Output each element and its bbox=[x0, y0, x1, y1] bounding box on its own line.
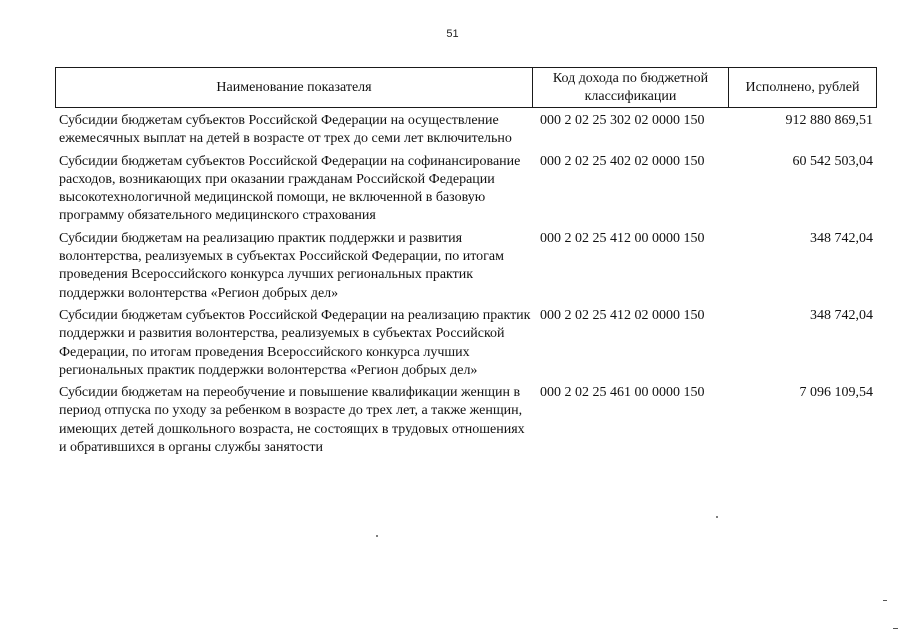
budget-code: 000 2 02 25 402 02 0000 150 bbox=[540, 153, 705, 169]
executed-amount: 60 542 503,04 bbox=[792, 153, 873, 169]
budget-code: 000 2 02 25 461 00 0000 150 bbox=[540, 385, 705, 401]
page-number: 51 bbox=[446, 28, 459, 40]
executed-amount: 7 096 109,54 bbox=[799, 385, 873, 401]
table-row bbox=[55, 384, 877, 457]
executed-amount: 348 742,04 bbox=[810, 230, 873, 246]
column-header-amount: Исполнено, рублей bbox=[745, 79, 860, 95]
budget-code: 000 2 02 25 412 00 0000 150 bbox=[540, 230, 705, 246]
table-header bbox=[55, 67, 877, 108]
table-row bbox=[55, 230, 877, 303]
indicator-name: Субсидии бюджетам субъектов Российской Федерации на софинансирование расходов, возникающих при оказании гражданам Российской Федерации высокотехнологичной медицинской помощи, не включенной в базовую программу обязательного медицинского страхования bbox=[59, 153, 521, 224]
table-row bbox=[55, 153, 877, 226]
budget-code: 000 2 02 25 412 02 0000 150 bbox=[540, 307, 705, 323]
indicator-name: Субсидии бюджетам на переобучение и повышение квалификации женщин в период отпуска по уходу за ребенком в возрасте до трех лет, а также женщин, имеющих детей дошкольного возраста, не состоящих в трудовых отношениях и обратившихся в органы службы занятости bbox=[59, 385, 525, 456]
scan-speck bbox=[893, 628, 898, 629]
indicator-name: Субсидии бюджетам субъектов Российской Федерации на реализацию практик поддержки и развития волонтерства, реализуемых в субъектах Российской Федерации, по итогам проведения Всероссийского конкурса лучших региональных практик поддержки волонтерства «Регион добрых дел» bbox=[59, 307, 531, 378]
executed-amount: 912 880 869,51 bbox=[785, 113, 873, 128]
indicator-name: Субсидии бюджетам на реализацию практик поддержки и развития волонтерства, реализуемых в субъектах Российской Федерации, по итогам проведения Всероссийского конкурса лучших региональных практик поддержки волонтерства «Регион добрых дел» bbox=[59, 230, 504, 301]
scan-speck bbox=[883, 600, 887, 601]
scan-speck bbox=[376, 535, 378, 537]
table-row bbox=[55, 307, 877, 380]
table-row bbox=[55, 112, 877, 149]
column-header-name: Наименование показателя bbox=[56, 68, 533, 107]
budget-code: 000 2 02 25 302 02 0000 150 bbox=[540, 113, 705, 128]
table-body bbox=[55, 112, 877, 461]
scan-speck bbox=[716, 516, 718, 518]
column-header-code: Код дохода по бюджетной классификации bbox=[533, 68, 729, 107]
indicator-name: Субсидии бюджетам субъектов Российской Федерации на осуществление ежемесячных выплат на детей в возрасте от трех до семи лет включительно bbox=[59, 113, 512, 147]
executed-amount: 348 742,04 bbox=[810, 307, 873, 323]
